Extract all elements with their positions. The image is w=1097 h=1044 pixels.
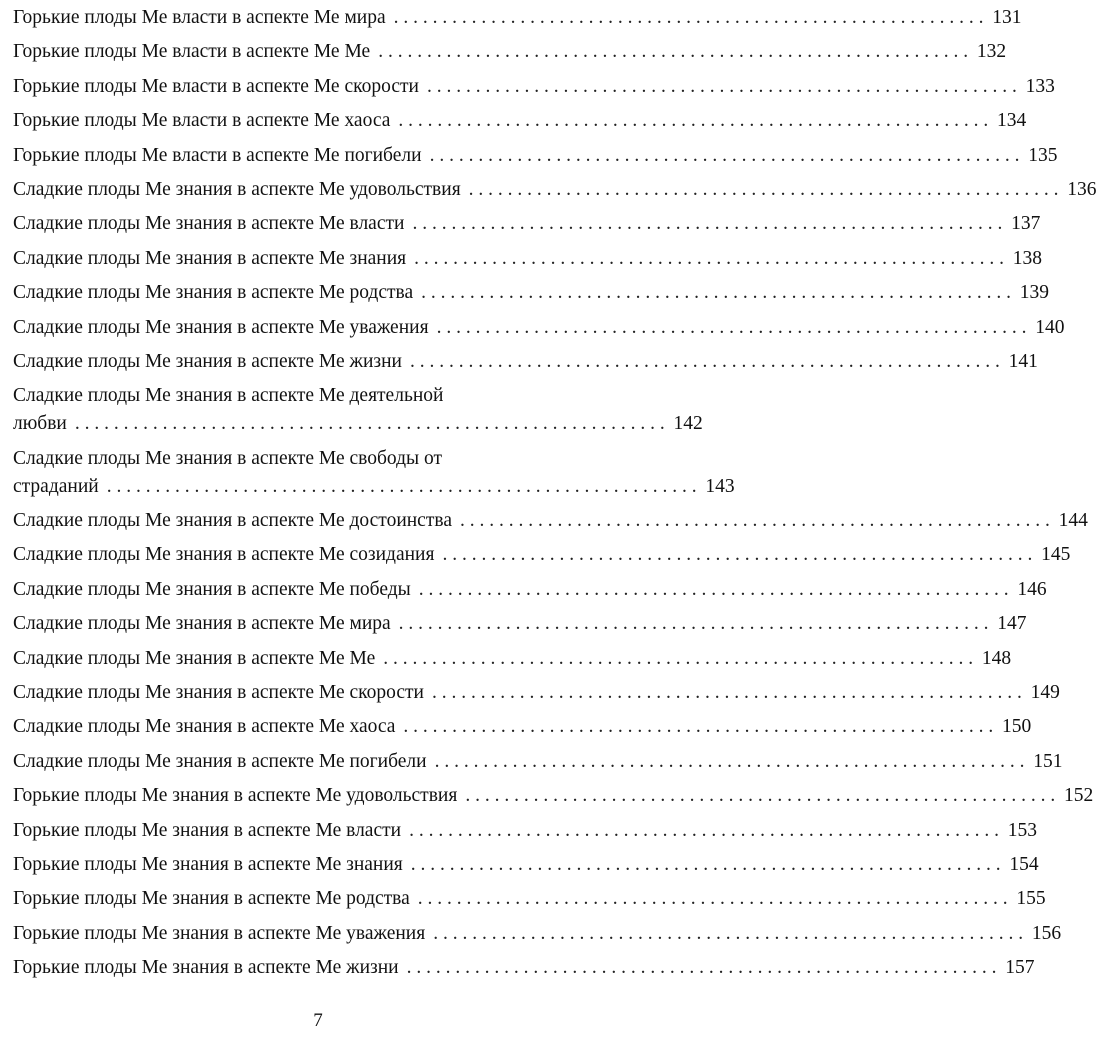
dot-leader: . . . . . . . . . . . . . . . . . . . . . . . . . . . . . . . . . . . . . . . . . . . . . . . . . . . . . . . . . . . . .	[429, 144, 1020, 166]
toc-entry-title: Горькие плоды Ме знания в аспекте Ме удовольствия	[13, 785, 458, 807]
dot-leader: . . . . . . . . . . . . . . . . . . . . . . . . . . . . . . . . . . . . . . . . . . . . . . . . . . . . . . . . . . . . .	[426, 75, 1017, 97]
dot-leader: . . . . . . . . . . . . . . . . . . . . . . . . . . . . . . . . . . . . . . . . . . . . . . . . . . . . . . . . . . . . .	[412, 213, 1003, 235]
toc-entry-title: Горькие плоды Ме власти в аспекте Ме мира	[13, 7, 386, 28]
toc-entry[interactable]	[13, 314, 1065, 342]
dot-leader: . . . . . . . . . . . . . . . . . . . . . . . . . . . . . . . . . . . . . . . . . . . . . . . . . . . . . . . . . . . . .	[442, 544, 1033, 566]
toc-entry[interactable]	[13, 507, 1088, 535]
toc-entry-title: Сладкие плоды Ме знания в аспекте Ме власти	[13, 213, 405, 235]
toc-entry-page: 147	[997, 613, 1027, 635]
toc-entry-page: 131	[992, 7, 1022, 28]
toc-entry-page: 154	[1009, 853, 1039, 875]
toc-entry-title: Горькие плоды Ме власти в аспекте Ме хаоса	[13, 110, 391, 132]
dot-leader: . . . . . . . . . . . . . . . . . . . . . . . . . . . . . . . . . . . . . . . . . . . . . . . . . . . . . . . . . . . . .	[410, 853, 1001, 875]
dot-leader: . . . . . . . . . . . . . . . . . . . . . . . . . . . . . . . . . . . . . . . . . . . . . . . . . . . . . . . . . . . . .	[74, 413, 665, 435]
dot-leader: . . . . . . . . . . . . . . . . . . . . . . . . . . . . . . . . . . . . . . . . . . . . . . . . . . . . . . . . . . . . .	[433, 922, 1024, 944]
toc-entry[interactable]	[13, 645, 1012, 673]
toc-entry[interactable]	[13, 610, 1027, 638]
dot-leader: . . . . . . . . . . . . . . . . . . . . . . . . . . . . . . . . . . . . . . . . . . . . . . . . . . . . . . . . . . . . .	[398, 613, 989, 635]
toc-entry[interactable]	[13, 679, 1060, 707]
dot-leader: . . . . . . . . . . . . . . . . . . . . . . . . . . . . . . . . . . . . . . . . . . . . . . . . . . . . . . . . . . . . .	[403, 716, 994, 738]
dot-leader: . . . . . . . . . . . . . . . . . . . . . . . . . . . . . . . . . . . . . . . . . . . . . . . . . . . . . . . . . . . . .	[383, 647, 974, 669]
toc-entry[interactable]	[13, 851, 1039, 879]
toc-entry-page: 151	[1033, 750, 1063, 772]
dot-leader: . . . . . . . . . . . . . . . . . . . . . . . . . . . . . . . . . . . . . . . . . . . . . . . . . . . . . . . . . . . . .	[398, 110, 989, 132]
dot-leader: . . . . . . . . . . . . . . . . . . . . . . . . . . . . . . . . . . . . . . . . . . . . . . . . . . . . . . . . . . . . .	[434, 750, 1025, 772]
dot-leader: . . . . . . . . . . . . . . . . . . . . . . . . . . . . . . . . . . . . . . . . . . . . . . . . . . . . . . . . . . . . .	[418, 578, 1009, 600]
toc-entry-title: Горькие плоды Ме знания в аспекте Ме знания	[13, 853, 403, 875]
toc-entry-title: Горькие плоды Ме знания в аспекте Ме власти	[13, 819, 402, 841]
toc-entry[interactable]	[13, 4, 1022, 32]
toc-entry-page: 146	[1017, 578, 1047, 600]
toc-entry-page: 138	[1012, 247, 1042, 269]
toc-entry-page: 139	[1019, 282, 1050, 304]
toc-entry-page: 136	[1067, 178, 1097, 200]
toc-entry-title: Сладкие плоды Ме знания в аспекте Ме скорости	[13, 682, 424, 704]
toc-entry-title: Сладкие плоды Ме знания в аспекте Ме свободы от	[13, 447, 442, 469]
toc-entry-title: Горькие плоды Ме знания в аспекте Ме родства	[13, 888, 410, 910]
toc-entry[interactable]	[13, 348, 1038, 376]
toc-entry-title: Сладкие плоды Ме знания в аспекте Ме созидания	[13, 544, 435, 566]
toc-entry-title: Сладкие плоды Ме знания в аспекте Ме погибели	[13, 750, 427, 772]
dot-leader: . . . . . . . . . . . . . . . . . . . . . . . . . . . . . . . . . . . . . . . . . . . . . . . . . . . . . . . . . . . . .	[421, 282, 1012, 304]
dot-leader: . . . . . . . . . . . . . . . . . . . . . . . . . . . . . . . . . . . . . . . . . . . . . . . . . . . . . . . . . . . . .	[459, 510, 1050, 532]
dot-leader: . . . . . . . . . . . . . . . . . . . . . . . . . . . . . . . . . . . . . . . . . . . . . . . . . . . . . . . . . . . . .	[409, 350, 1000, 372]
toc-entry[interactable]	[13, 885, 1046, 913]
dot-leader: . . . . . . . . . . . . . . . . . . . . . . . . . . . . . . . . . . . . . . . . . . . . . . . . . . . . . . . . . . . . .	[431, 682, 1022, 704]
toc-entry-page: 144	[1058, 510, 1088, 532]
toc-entry[interactable]	[13, 782, 1094, 810]
table-of-contents	[13, 4, 1097, 989]
toc-entry[interactable]	[13, 541, 1071, 569]
toc-entry-title-continuation: страданий	[13, 475, 99, 497]
toc-entry-page: 149	[1030, 682, 1060, 704]
toc-entry[interactable]	[13, 382, 703, 438]
toc-entry-title: Горькие плоды Ме знания в аспекте Ме жизни	[13, 957, 399, 979]
toc-entry-title: Горькие плоды Ме власти в аспекте Ме скорости	[13, 75, 419, 97]
toc-entry[interactable]	[13, 713, 1032, 741]
toc-entry-title: Горькие плоды Ме знания в аспекте Ме уважения	[13, 922, 426, 944]
toc-entry[interactable]	[13, 445, 735, 501]
toc-entry-page: 150	[1002, 716, 1032, 738]
toc-entry[interactable]	[13, 748, 1063, 776]
toc-entry[interactable]	[13, 107, 1027, 135]
toc-entry-title: Сладкие плоды Ме знания в аспекте Ме мира	[13, 613, 391, 635]
toc-entry-title-continuation: любви	[13, 413, 67, 435]
toc-entry-page: 152	[1063, 785, 1094, 807]
toc-entry-title: Горькие плоды Ме власти в аспекте Ме Ме	[13, 41, 371, 63]
toc-entry[interactable]	[13, 576, 1047, 604]
dot-leader: . . . . . . . . . . . . . . . . . . . . . . . . . . . . . . . . . . . . . . . . . . . . . . . . . . . . . . . . . . . . .	[436, 316, 1027, 338]
toc-entry-title: Сладкие плоды Ме знания в аспекте Ме родства	[13, 282, 414, 304]
toc-entry-page: 142	[673, 413, 703, 435]
toc-entry[interactable]	[13, 279, 1050, 307]
toc-entry-title: Сладкие плоды Ме знания в аспекте Ме знания	[13, 247, 407, 269]
toc-entry-page: 153	[1007, 819, 1037, 841]
toc-entry[interactable]	[13, 73, 1055, 101]
dot-leader: . . . . . . . . . . . . . . . . . . . . . . . . . . . . . . . . . . . . . . . . . . . . . . . . . . . . . . . . . . . . .	[406, 957, 997, 979]
dot-leader: . . . . . . . . . . . . . . . . . . . . . . . . . . . . . . . . . . . . . . . . . . . . . . . . . . . . . . . . . . . . .	[409, 819, 999, 841]
toc-entry-title: Сладкие плоды Ме знания в аспекте Ме уважения	[13, 316, 429, 338]
toc-entry-page: 135	[1028, 144, 1058, 166]
toc-entry-page: 145	[1041, 544, 1071, 566]
toc-entry-page: 155	[1016, 888, 1046, 910]
toc-entry[interactable]	[13, 245, 1042, 273]
toc-entry[interactable]	[13, 817, 1037, 845]
toc-entry-title: Горькие плоды Ме власти в аспекте Ме погибели	[13, 144, 422, 166]
toc-entry-title: Сладкие плоды Ме знания в аспекте Ме жизни	[13, 350, 402, 372]
toc-entry-title: Сладкие плоды Ме знания в аспекте Ме победы	[13, 578, 411, 600]
toc-entry-title: Сладкие плоды Ме знания в аспекте Ме Ме	[13, 647, 376, 669]
toc-entry-page: 141	[1008, 350, 1038, 372]
toc-entry-title: Сладкие плоды Ме знания в аспекте Ме удовольствия	[13, 178, 461, 200]
toc-entry-page: 143	[705, 475, 735, 497]
page-number: 7	[313, 1010, 323, 1031]
toc-entry[interactable]	[13, 920, 1062, 948]
toc-entry-page: 156	[1031, 922, 1062, 944]
toc-entry[interactable]	[13, 176, 1097, 204]
dot-leader: . . . . . . . . . . . . . . . . . . . . . . . . . . . . . . . . . . . . . . . . . . . . . . . . . . . . . . . . . . . . .	[414, 247, 1004, 269]
toc-entry[interactable]	[13, 38, 1007, 66]
toc-entry[interactable]	[13, 954, 1035, 982]
toc-entry-page: 134	[997, 110, 1027, 132]
toc-entry-title: Сладкие плоды Ме знания в аспекте Ме хаоса	[13, 716, 396, 738]
toc-entry-title: Сладкие плоды Ме знания в аспекте Ме достоинства	[13, 510, 452, 532]
toc-entry-page: 157	[1005, 957, 1035, 979]
toc-entry-page: 132	[976, 41, 1007, 63]
toc-entry-page: 148	[981, 647, 1012, 669]
dot-leader: . . . . . . . . . . . . . . . . . . . . . . . . . . . . . . . . . . . . . . . . . . . . . . . . . . . . . . . . . . . . .	[106, 475, 697, 497]
toc-entry-page: 133	[1025, 75, 1055, 97]
toc-entry[interactable]	[13, 210, 1041, 238]
dot-leader: . . . . . . . . . . . . . . . . . . . . . . . . . . . . . . . . . . . . . . . . . . . . . . . . . . . . . . . . . . . . .	[468, 178, 1059, 200]
toc-entry-title: Сладкие плоды Ме знания в аспекте Ме деятельной	[13, 385, 444, 407]
toc-entry[interactable]	[13, 142, 1058, 170]
toc-entry-page: 137	[1011, 213, 1041, 235]
dot-leader: . . . . . . . . . . . . . . . . . . . . . . . . . . . . . . . . . . . . . . . . . . . . . . . . . . . . . . . . . . . . .	[417, 888, 1008, 910]
dot-leader: . . . . . . . . . . . . . . . . . . . . . . . . . . . . . . . . . . . . . . . . . . . . . . . . . . . . . . . . . . . . .	[393, 7, 984, 28]
toc-entry-page: 140	[1035, 316, 1065, 338]
dot-leader: . . . . . . . . . . . . . . . . . . . . . . . . . . . . . . . . . . . . . . . . . . . . . . . . . . . . . . . . . . . . .	[465, 785, 1056, 807]
dot-leader: . . . . . . . . . . . . . . . . . . . . . . . . . . . . . . . . . . . . . . . . . . . . . . . . . . . . . . . . . . . . .	[378, 41, 969, 63]
